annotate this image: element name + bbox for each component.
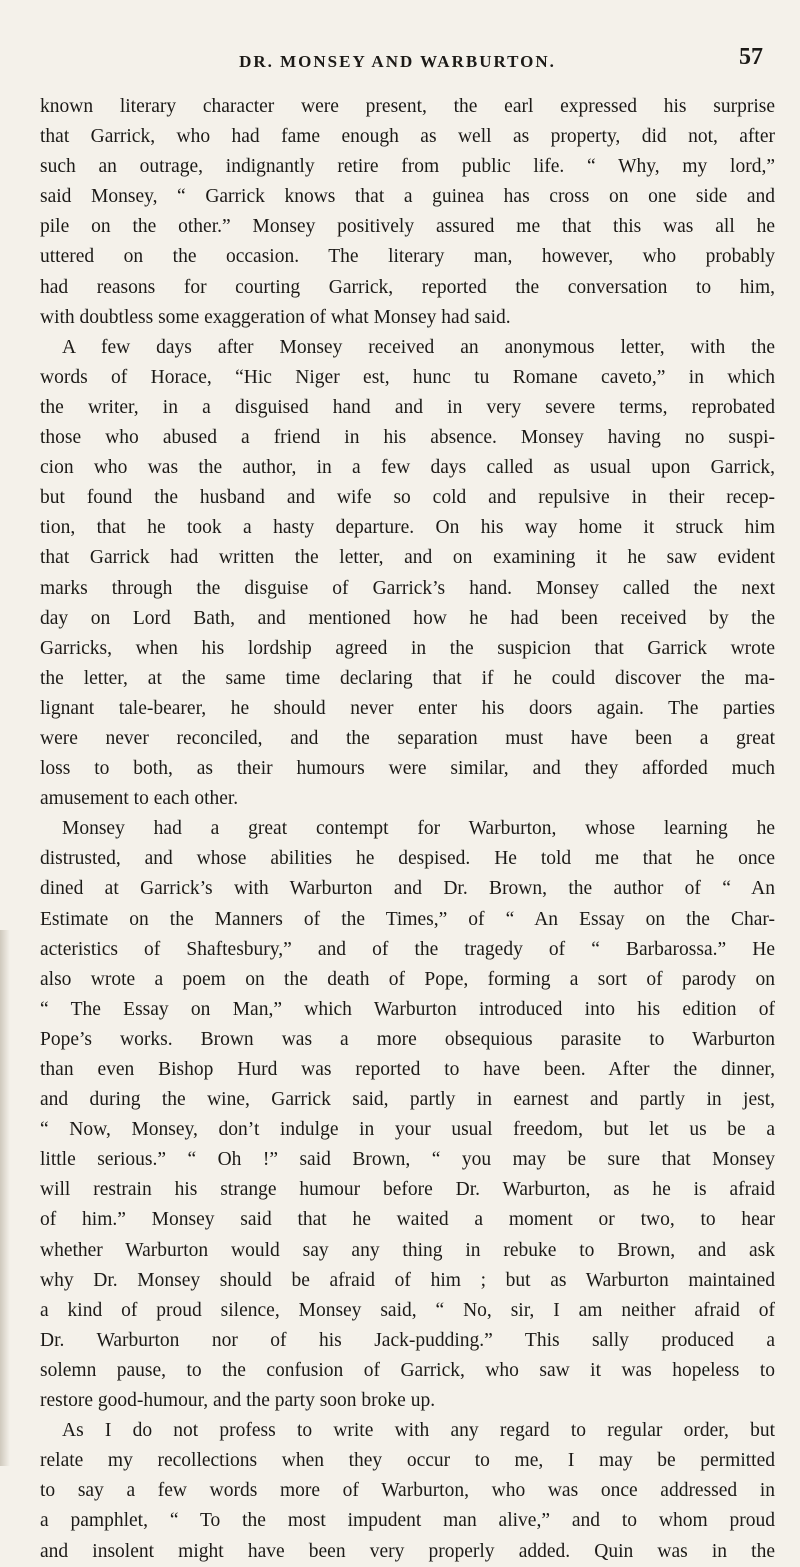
text-line: Monsey had a great contempt for Warburton, whose learning he <box>62 818 775 840</box>
text-line: Pope’s works. Brown was a more obsequious parasite to Warburton <box>40 1028 775 1050</box>
text-line: marks through the disguise of Garrick’s hand. Monsey called the next <box>40 577 775 599</box>
text-line: a kind of proud silence, Monsey said, “ No, sir, I am neither afraid of <box>40 1299 775 1321</box>
text-line: had reasons for courting Garrick, reported the conversation to him, <box>40 276 775 298</box>
text-line: also wrote a poem on the death of Pope, forming a sort of parody on <box>40 968 775 990</box>
text-line: such an outrage, indignantly retire from public life. “ Why, my lord,” <box>40 156 775 178</box>
text-line: pile on the other.” Monsey positively assured me that this was all he <box>40 216 775 238</box>
text-line: than even Bishop Hurd was reported to have been. After the dinner, <box>40 1059 775 1080</box>
text-line: the letter, at the same time declaring that if he could discover the ma- <box>40 667 775 689</box>
text-line: Dr. Warburton nor of his Jack-pudding.” This sally produced a <box>40 1329 775 1351</box>
text-line: to say a few words more of Warburton, who was once addressed in <box>40 1480 775 1502</box>
text-line: and during the wine, Garrick said, partly in earnest and partly in jest, <box>40 1089 775 1111</box>
text-line: distrusted, and whose abilities he despised. He told me that he once <box>40 848 775 870</box>
text-line: loss to both, as their humours were similar, and they afforded much <box>40 758 775 780</box>
text-line: words of Horace, “Hic Niger est, hunc tu Romane caveto,” in which <box>40 366 775 388</box>
text-line: will restrain his strange humour before Dr. Warburton, as he is afraid <box>40 1179 775 1201</box>
text-line: dined at Garrick’s with Warburton and Dr. Brown, the author of “ An <box>40 878 775 900</box>
text-line: amusement to each other. <box>40 788 239 810</box>
text-line: that Garrick had written the letter, and on examining it he saw evident <box>40 547 775 569</box>
text-line: “ Now, Monsey, don’t indulge in your usual freedom, but let us be a <box>40 1119 775 1141</box>
text-line: lignant tale-bearer, he should never enter his doors again. The parties <box>40 697 775 719</box>
text-line: with doubtless some exaggeration of what Monsey had said. <box>40 306 511 328</box>
body-text <box>40 92 775 1567</box>
text-line: A few days after Monsey received an anonymous letter, with the <box>62 336 775 358</box>
text-line: Estimate on the Manners of the Times,” of “ An Essay on the Char- <box>40 908 775 930</box>
running-head: DR. MONSEY AND WARBURTON. <box>239 52 556 71</box>
page-edge-shadow <box>0 930 10 1466</box>
text-line: “ The Essay on Man,” which Warburton introduced into his edition of <box>40 998 775 1020</box>
text-line: and insolent might have been very properly added. Quin was in the <box>40 1540 775 1562</box>
text-line: uttered on the occasion. The literary man, however, who probably <box>40 246 775 268</box>
text-line: were never reconciled, and the separation must have been a great <box>40 727 775 749</box>
page-number: 57 <box>739 44 763 70</box>
text-line: those who abused a friend in his absence. Monsey having no suspi- <box>40 427 775 449</box>
page-header <box>30 44 765 84</box>
text-line: why Dr. Monsey should be afraid of him ; but as Warburton maintained <box>40 1269 775 1291</box>
text-line: acteristics of Shaftesbury,” and of the tragedy of “ Barbarossa.” He <box>40 938 775 960</box>
text-line: a pamphlet, “ To the most impudent man alive,” and to whom proud <box>40 1510 775 1532</box>
text-line: known literary character were present, the earl expressed his surprise <box>40 96 775 117</box>
text-line: day on Lord Bath, and mentioned how he had been received by the <box>40 607 775 629</box>
text-line: cion who was the author, in a few days called as usual upon Garrick, <box>40 457 775 479</box>
text-line: tion, that he took a hasty departure. On his way home it struck him <box>40 517 775 539</box>
text-line: restore good-humour, and the party soon broke up. <box>40 1390 436 1412</box>
text-line: but found the husband and wife so cold and repulsive in their recep- <box>40 487 775 509</box>
text-line: whether Warburton would say any thing in rebuke to Brown, and ask <box>40 1239 775 1261</box>
text-line: As I do not profess to write with any regard to regular order, but <box>62 1420 775 1442</box>
text-line: relate my recollections when they occur to me, I may be permitted <box>40 1450 775 1472</box>
text-line: that Garrick, who had fame enough as well as property, did not, after <box>40 126 775 148</box>
text-line: solemn pause, to the confusion of Garrick, who saw it was hopeless to <box>40 1359 775 1381</box>
text-line: of him.” Monsey said that he waited a moment or two, to hear <box>40 1209 775 1231</box>
text-line: the writer, in a disguised hand and in very severe terms, reprobated <box>40 396 775 418</box>
text-line: little serious.” “ Oh !” said Brown, “ you may be sure that Monsey <box>40 1149 775 1171</box>
text-line: Garricks, when his lordship agreed in the suspicion that Garrick wrote <box>40 637 775 659</box>
text-line: said Monsey, “ Garrick knows that a guinea has cross on one side and <box>40 186 775 208</box>
